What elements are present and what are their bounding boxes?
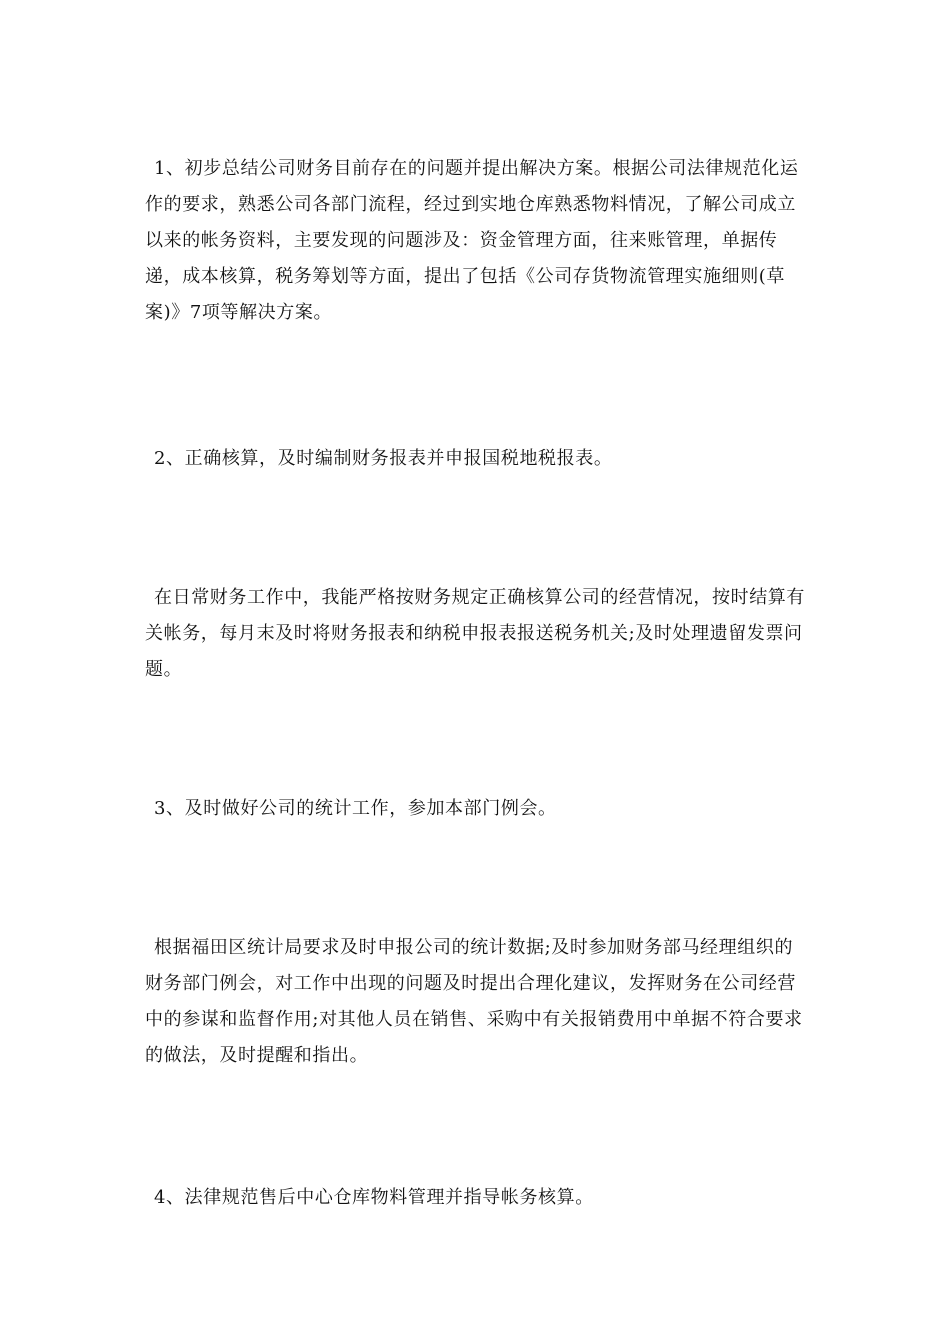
- paragraph-1: [145, 151, 805, 331]
- paragraph-3-text: 在日常财务工作中，我能严格按财务规定正确核算公司的经营情况，按时结算有关帐务，每月末及时将财务报表和纳税申报表报送税务机关;及时处理遗留发票问题。: [145, 587, 805, 680]
- paragraph-6: [145, 1180, 805, 1216]
- paragraph-1-text: 1、初步总结公司财务目前存在的问题并提出解决方案。根据公司法律规范化运作的要求，熟悉公司各部门流程，经过到实地仓库熟悉物料情况，了解公司成立以来的帐务资料，主要发现的问题涉及：资金管理方面，往来账管理，单据传递，成本核算，税务筹划等方面，提出了包括《公司存货物流管理实施细则(草案)》7项等解决方案。: [145, 158, 799, 323]
- paragraph-6-text: 4、法律规范售后中心仓库物料管理并指导帐务核算。: [154, 1187, 594, 1208]
- paragraph-4-text: 3、及时做好公司的统计工作，参加本部门例会。: [154, 798, 557, 819]
- paragraph-2: [145, 441, 805, 477]
- paragraph-5: [145, 930, 805, 1074]
- paragraph-2-text: 2、正确核算，及时编制财务报表并申报国税地税报表。: [154, 448, 613, 469]
- paragraph-5-text: 根据福田区统计局要求及时申报公司的统计数据;及时参加财务部马经理组织的财务部门例会，对工作中出现的问题及时提出合理化建议，发挥财务在公司经营中的参谋和监督作用;对其他人员在销售、采购中有关报销费用中单据不符合要求的做法，及时提醒和指出。: [145, 937, 803, 1066]
- paragraph-3: [145, 580, 805, 688]
- paragraph-4: [145, 791, 805, 827]
